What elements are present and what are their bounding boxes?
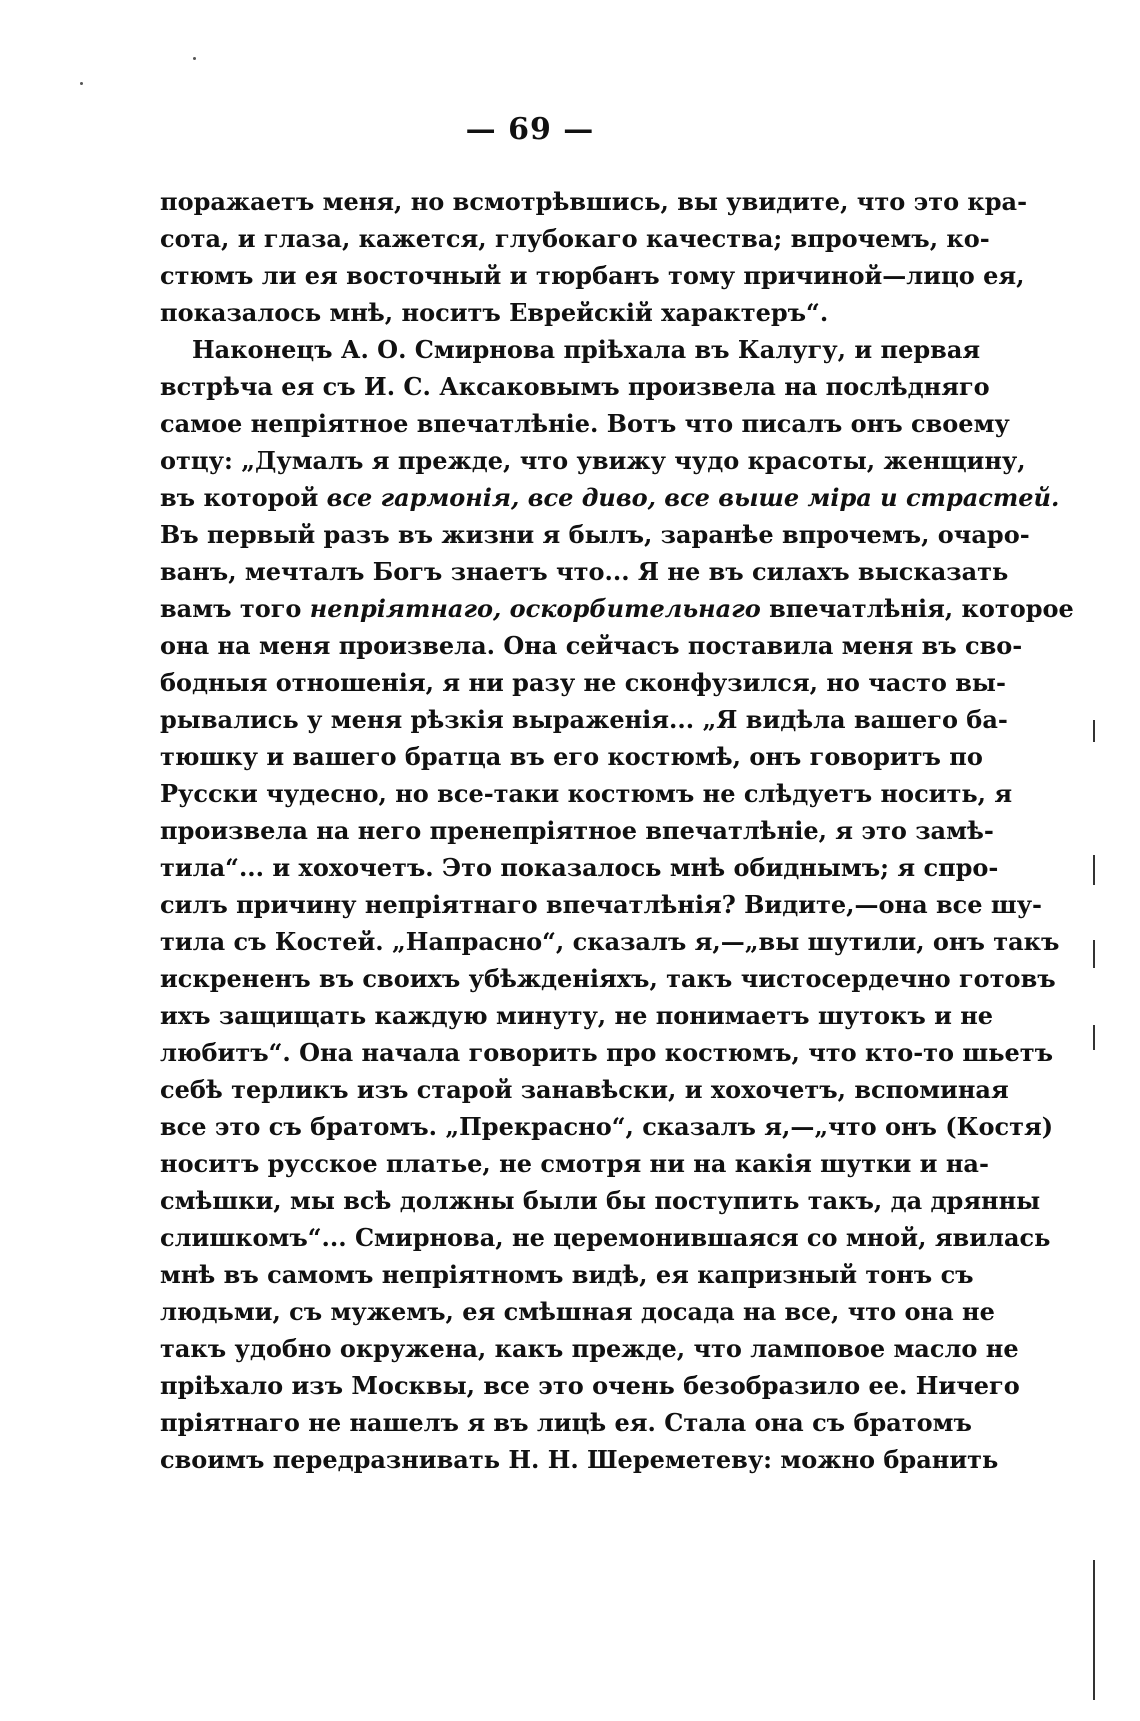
scan-speck [193,57,196,60]
text-line: въ которой все гармонія, все диво, все выше міра и страстей. [160,483,1060,512]
text-line: людьми, съ мужемъ, ея смѣшная досада на все, что она не [160,1297,995,1326]
text-line: Русски чудесно, но все-таки костюмъ не слѣдуетъ носить, я [160,779,1013,808]
text-line: произвела на него пренепріятное впечатлѣніе, я это замѣ- [160,816,994,845]
scan-artifact-line [1093,940,1095,968]
text-line: бодныя отношенія, я ни разу не сконфузился, но часто вы- [160,668,1006,697]
text-line: слишкомъ“... Смирнова, не церемонившаяся со мной, явилась [160,1223,1051,1252]
text-line: искрененъ въ своихъ убѣжденіяхъ, такъ чистосердечно готовъ [160,964,1056,993]
text-line: отцу: „Думалъ я прежде, что увижу чудо красоты, женщину, [160,446,1026,475]
text-line: такъ удобно окружена, какъ прежде, что ламповое масло не [160,1334,1019,1363]
scan-artifact-line [1093,1560,1095,1700]
scan-artifact-line [1093,720,1095,742]
text-line: смѣшки, мы всѣ должны были бы поступить такъ, да дрянны [160,1186,1041,1215]
text-line: ихъ защищать каждую минуту, не понимаетъ шутокъ и не [160,1001,994,1030]
text-line: она на меня произвела. Она сейчасъ поставила меня въ сво- [160,631,1023,660]
text-line: пріѣхало изъ Москвы, все это очень безобразило ее. Ничего [160,1371,1020,1400]
text-line: Въ первый разъ въ жизни я былъ, заранѣе впрочемъ, очаро- [160,520,1030,549]
text-line: силъ причину непріятнаго впечатлѣнія? Видите,—она все шу- [160,890,1043,919]
text-line: показалось мнѣ, носитъ Еврейскій характеръ“. [160,298,829,327]
text-line: стюмъ ли ея восточный и тюрбанъ тому причиной—лицо ея, [160,261,1025,290]
scan-artifact-line [1093,855,1095,885]
text-line: рывались у меня рѣзкія выраженія... „Я видѣла вашего ба- [160,705,1008,734]
text-line: вамъ того непріятнаго, оскорбительнаго впечатлѣнія, которое [160,594,1074,623]
text-line: тила съ Костей. „Напрасно“, сказалъ я,—„вы шутили, онъ такъ [160,927,1060,956]
italic-text: непріятнаго, оскорбительнаго [309,594,761,623]
italic-text: все гармонія, все диво, все выше міра и страстей. [326,483,1060,512]
scan-speck [80,82,83,85]
text-line: сота, и глаза, кажется, глубокаго качества; впрочемъ, ко- [160,224,990,253]
text-line: своимъ передразнивать Н. Н. Шереметеву: можно бранить [160,1445,999,1474]
text-line: тила“... и хохочетъ. Это показалось мнѣ обиднымъ; я спро- [160,853,999,882]
text-line: все это съ братомъ. „Прекрасно“, сказалъ я,—„что онъ (Костя) [160,1112,1054,1141]
text-line: самое непріятное впечатлѣніе. Вотъ что писалъ онъ своему [160,409,1010,438]
text-line: пріятнаго не нашелъ я въ лицѣ ея. Стала она съ братомъ [160,1408,972,1437]
text-line: тюшку и вашего братца въ его костюмѣ, онъ говоритъ по [160,742,983,771]
text-line: себѣ терликъ изъ старой занавѣски, и хохочетъ, вспоминая [160,1075,1009,1104]
body-text [160,183,1074,1478]
text-line: Наконецъ А. О. Смирнова пріѣхала въ Калугу, и первая [192,335,981,364]
text-line: ванъ, мечталъ Богъ знаетъ что... Я не въ силахъ высказать [160,557,1009,586]
text-line: любитъ“. Она начала говорить про костюмъ, что кто-то шьетъ [160,1038,1054,1067]
text-line: мнѣ въ самомъ непріятномъ видѣ, ея капризный тонъ съ [160,1260,974,1289]
page-number: — 69 — [465,112,595,147]
text-line: поражаетъ меня, но всмотрѣвшись, вы увидите, что это кра- [160,187,1028,216]
text-line: носитъ русское платье, не смотря ни на какія шутки и на- [160,1149,989,1178]
scan-artifact-line [1093,1025,1095,1050]
text-line: встрѣча ея съ И. С. Аксаковымъ произвела на послѣдняго [160,372,990,401]
